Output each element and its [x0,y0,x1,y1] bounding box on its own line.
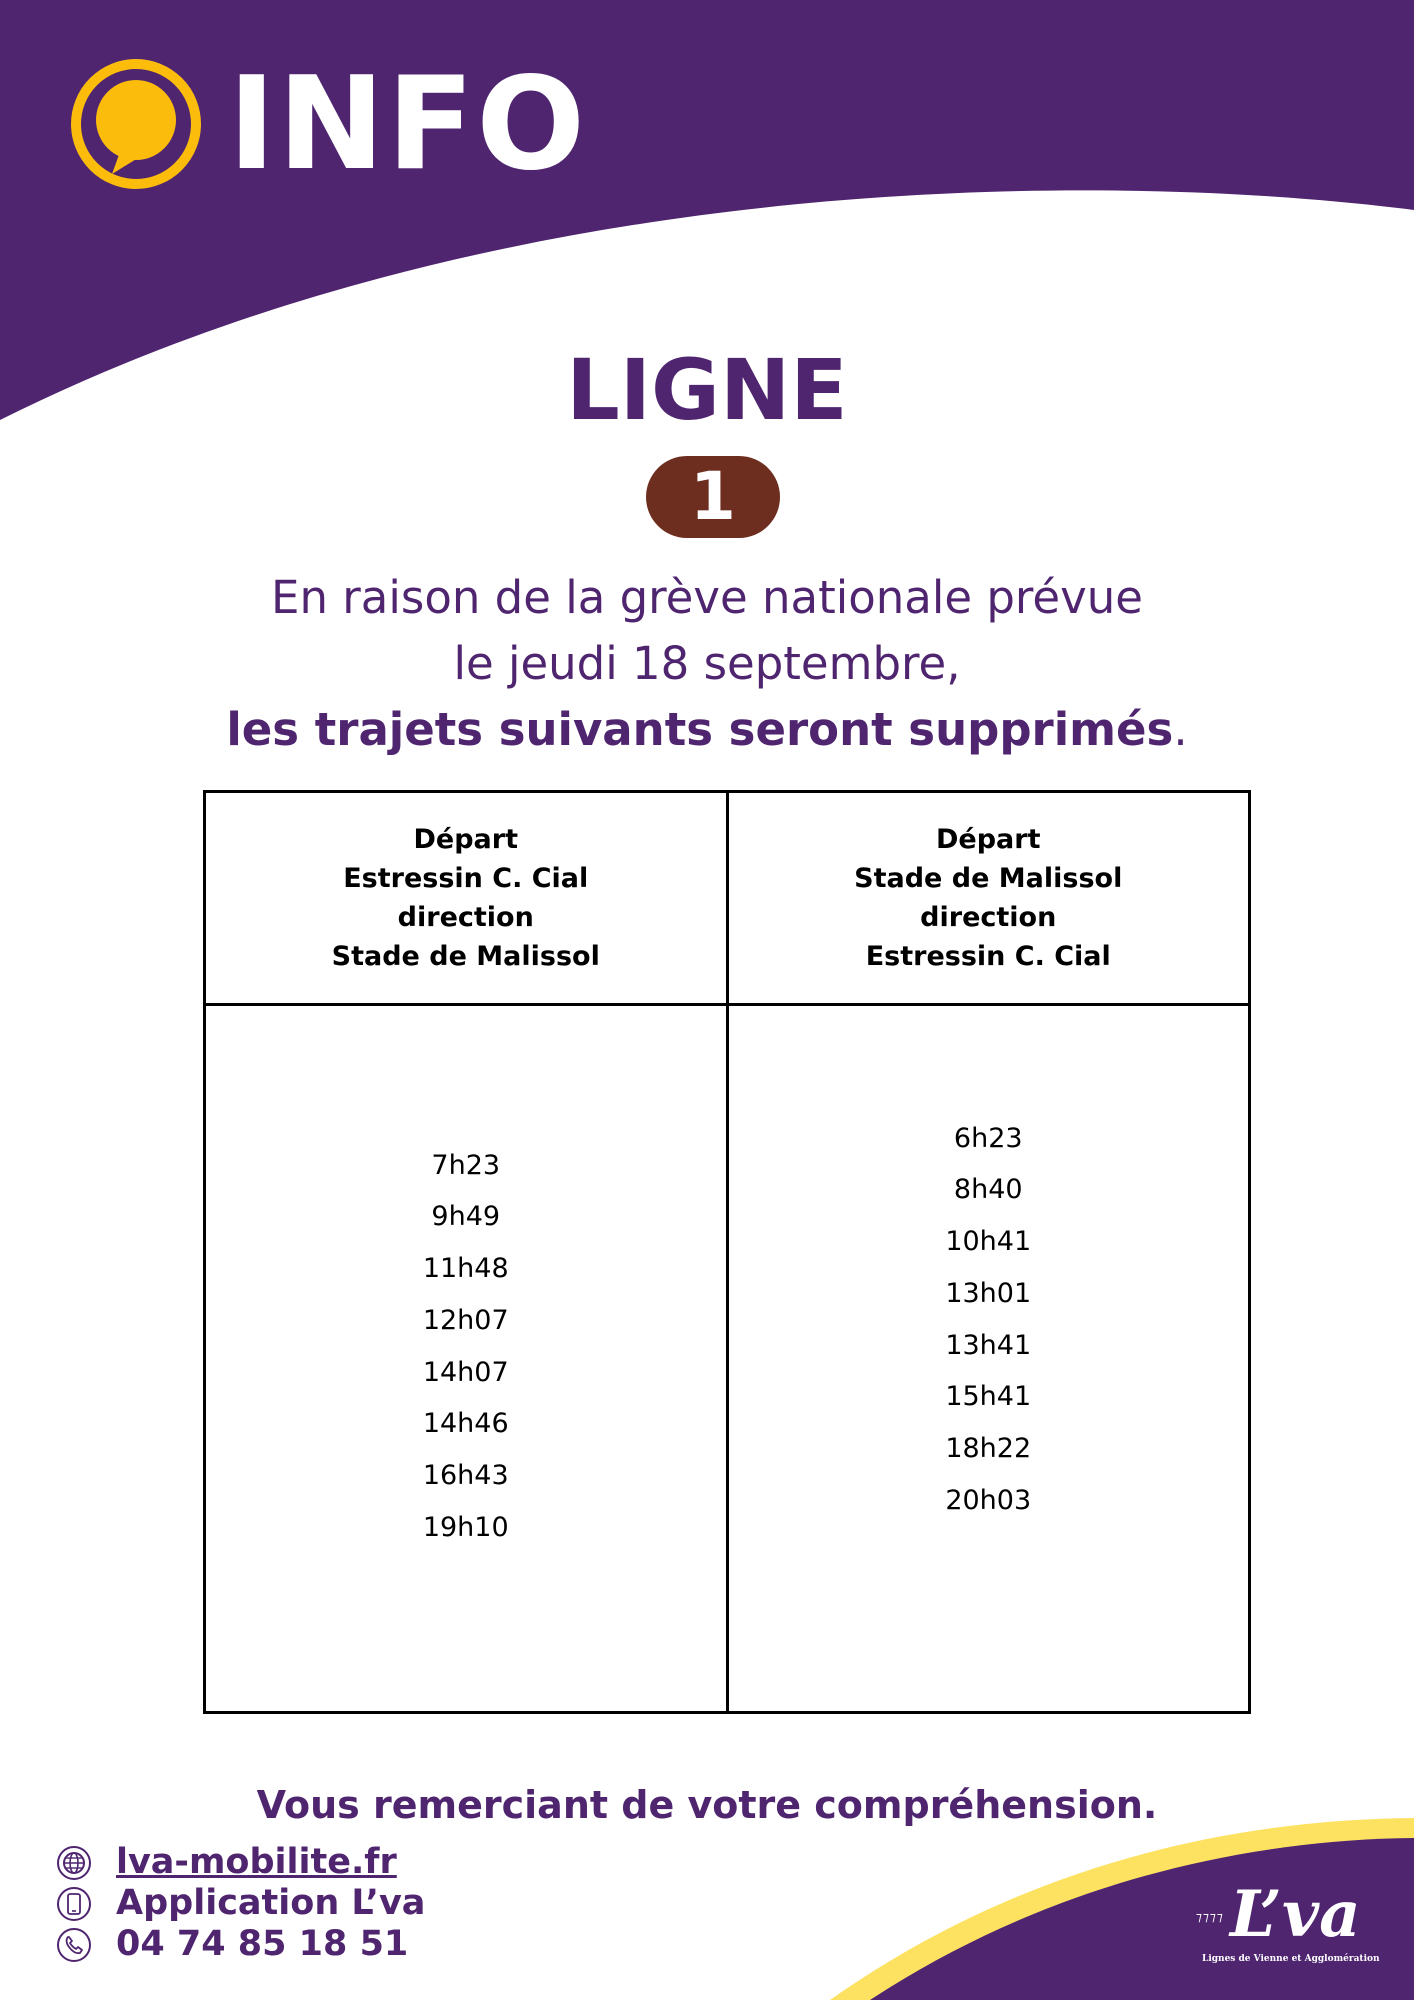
app-label: Application L’va [116,1883,426,1923]
contact-list [56,1842,425,1965]
intro-period: . [1173,703,1188,756]
header-line: Stade de Malissol [331,941,600,972]
cancelled-time: 9h49 [431,1201,501,1233]
cancelled-time: 11h48 [422,1253,509,1285]
website-link[interactable]: lva-mobilite.fr [116,1842,397,1882]
cancelled-time: 13h01 [945,1277,1032,1309]
cancelled-time: 6h23 [953,1122,1023,1154]
header-line: Départ [413,824,518,855]
cancelled-time: 16h43 [422,1459,509,1491]
cancelled-time: 18h22 [945,1432,1032,1464]
schedule-table [203,790,1251,1714]
cancelled-time: 19h10 [422,1511,509,1543]
cancelled-times-list [423,1140,509,1554]
cancelled-time: 20h03 [945,1484,1032,1516]
schedule-body-row [206,1006,1248,1711]
lva-logo [1196,1877,1380,1980]
times-cell-right [726,1006,1249,1711]
intro-line-1: En raison de la grève nationale prévue [271,571,1143,624]
schedule-header-row [206,793,1248,1006]
cancelled-time: 10h41 [945,1226,1032,1258]
header-line: direction [920,902,1057,933]
header-line: direction [397,902,534,933]
intro-text [0,565,1414,763]
column-header-estressin-to-malissol [206,793,726,1003]
header-line: Estressin C. Cial [865,941,1111,972]
telephone-icon [56,1927,92,1963]
cancelled-times-list [945,1113,1031,1527]
header-line: Départ [936,824,1041,855]
cancelled-time: 14h46 [422,1408,509,1440]
intro-line-3 [0,697,1414,763]
cancelled-time: 15h41 [945,1381,1032,1413]
cancelled-time: 14h07 [422,1356,509,1388]
cancelled-time: 7h23 [431,1149,501,1181]
intro-line-2: le jeudi 18 septembre, [453,637,961,690]
times-cell-left [206,1006,726,1711]
logo-wordmark: L’va [1230,1877,1361,1952]
phone-device-icon [56,1886,92,1922]
speech-bubble-icon [68,58,204,194]
column-header-malissol-to-estressin [726,793,1249,1003]
cancelled-time: 13h41 [945,1329,1032,1361]
globe-icon [56,1845,92,1881]
header-line: Estressin C. Cial [343,863,589,894]
phone-contact [56,1924,425,1965]
intro-emphasis: les trajets suivants seront supprimés [226,703,1174,756]
header-title: INFO [228,50,587,199]
cancelled-time: 12h07 [422,1304,509,1336]
header-line: Stade de Malissol [854,863,1123,894]
logo-tagline: Lignes de Vienne et Agglomération [1202,1954,1380,1964]
cancelled-time: 8h40 [953,1174,1023,1206]
app-contact [56,1883,425,1924]
thanks-message: Vous remerciant de votre compréhension. [256,1783,1158,1827]
line-number-badge: 1 [646,456,780,538]
logo-arrows: ⁊⁊⁊⁊ [1196,1910,1224,1924]
line-title: LIGNE [566,341,848,439]
website-contact [56,1842,425,1883]
phone-number[interactable]: 04 74 85 18 51 [116,1924,409,1964]
